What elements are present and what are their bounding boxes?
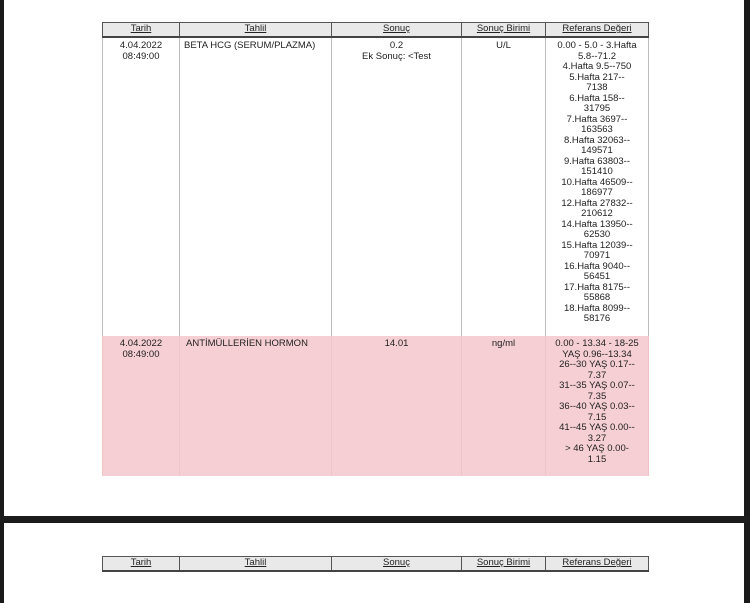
header-date: Tarih	[103, 557, 180, 572]
reference-line: 6.Hafta 158--	[569, 92, 625, 104]
reference-line: YAŞ 0.96--13.34	[562, 348, 632, 360]
unit-cell: U/L	[462, 37, 546, 336]
reference-line: 16.Hafta 9040--	[563, 260, 630, 272]
reference-line: 9.Hafta 63803--	[563, 155, 630, 167]
reference-line: 4.Hafta 9.5--750	[562, 61, 632, 72]
result-value: 14.01	[332, 336, 462, 476]
reference-line: 7.15	[587, 411, 607, 423]
reference-line: 0.00 - 5.0 - 3.Hafta	[557, 40, 637, 51]
row-time: 08:49:00	[122, 50, 160, 62]
header-unit: Sonuç Birimi	[462, 557, 546, 572]
reference-line: 14.Hafta 13950--	[561, 218, 633, 230]
reference-line: 62530	[583, 229, 611, 240]
table-row	[103, 37, 649, 336]
page-separator	[0, 516, 750, 523]
reference-line: 41--45 YAŞ 0.00--	[559, 422, 635, 433]
reference-line: 18.Hafta 8099--	[563, 302, 630, 314]
reference-line: 7.37	[587, 369, 607, 381]
lab-results-table	[102, 22, 649, 476]
row-date: 4.04.2022	[119, 40, 163, 51]
reference-line: 186977	[581, 187, 613, 198]
date-cell	[103, 37, 180, 336]
reference-line: 210612	[581, 208, 613, 219]
reference-line: 151410	[581, 166, 613, 177]
header-test: Tahlil	[180, 557, 332, 572]
result-cell	[332, 37, 462, 336]
row-time: 08:49:00	[122, 348, 160, 360]
header-reference: Referans Değeri	[546, 23, 649, 38]
row-date: 4.04.2022	[119, 338, 163, 349]
reference-line: 7138	[586, 82, 608, 93]
reference-line: 163563	[581, 124, 613, 135]
reference-line: 7.35	[587, 390, 607, 402]
reference-line: 8.Hafta 32063--	[563, 134, 630, 146]
reference-line: 31--35 YAŞ 0.07--	[559, 380, 635, 391]
header-test: Tahlil	[180, 23, 332, 38]
reference-line: 12.Hafta 27832--	[561, 197, 633, 209]
unit-cell: ng/ml	[462, 336, 546, 476]
reference-line: 15.Hafta 12039--	[561, 239, 633, 251]
right-viewer-edge	[746, 0, 750, 603]
reference-line: 5.Hafta 217--	[569, 71, 625, 83]
reference-lines	[548, 41, 646, 325]
table-row-highlighted	[103, 336, 649, 476]
reference-line: 3.27	[587, 432, 607, 444]
result-note: Ek Sonuç: <Test	[362, 50, 431, 62]
test-name: BETA HCG (SERUM/PLAZMA)	[180, 37, 332, 336]
reference-line: 56451	[583, 271, 611, 282]
reference-line: 10.Hafta 46509--	[561, 176, 633, 188]
header-date: Tarih	[103, 23, 180, 38]
reference-line: 149571	[581, 145, 613, 156]
reference-line: > 46 YAŞ 0.00-	[565, 443, 629, 454]
reference-line: 36--40 YAŞ 0.03--	[559, 401, 635, 412]
lab-results-table-page-2	[102, 556, 649, 572]
reference-line: 26--30 YAŞ 0.17--	[559, 359, 635, 370]
reference-line: 1.15	[587, 453, 607, 465]
test-name: ANTİMÜLLERİEN HORMON	[180, 336, 332, 476]
report-page-1	[4, 0, 744, 516]
report-page-2	[4, 523, 744, 603]
reference-line: 0.00 - 13.34 - 18-25	[555, 338, 639, 349]
reference-lines	[548, 339, 646, 465]
reference-line: 17.Hafta 8175--	[563, 281, 630, 293]
reference-line: 55868	[583, 292, 611, 303]
reference-range	[546, 37, 649, 336]
header-reference: Referans Değeri	[546, 557, 649, 572]
date-cell	[103, 336, 180, 476]
reference-line: 70971	[583, 250, 611, 261]
table-header-row	[103, 557, 649, 572]
reference-line: 7.Hafta 3697--	[566, 113, 628, 125]
header-result: Sonuç	[332, 23, 462, 38]
reference-line: 5.8--71.2	[577, 50, 617, 62]
reference-range	[546, 336, 649, 476]
reference-line: 58176	[583, 313, 611, 324]
table-header-row	[103, 23, 649, 38]
header-unit: Sonuç Birimi	[462, 23, 546, 38]
result-value: 0.2	[389, 40, 404, 51]
header-result: Sonuç	[332, 557, 462, 572]
reference-line: 31795	[583, 103, 611, 114]
